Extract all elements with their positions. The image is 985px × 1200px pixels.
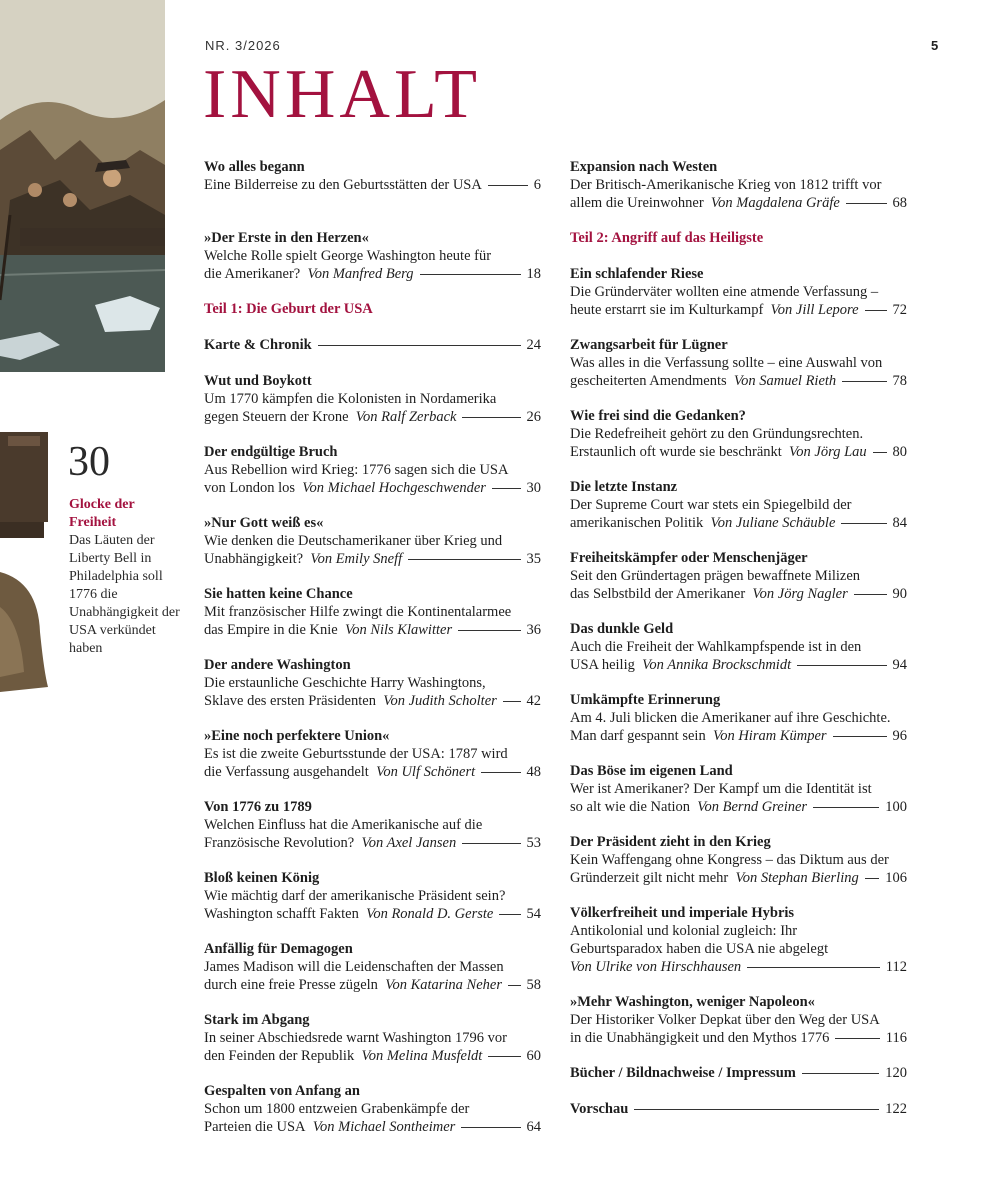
entry-page: 100 [885,799,907,815]
toc-entry[interactable] [204,514,541,585]
toc-entry[interactable] [570,265,907,336]
washington-crossing-painting [0,0,165,372]
toc-entry[interactable] [570,158,907,229]
entry-author: Von Stephan Bierling [735,870,859,886]
entry-author: Von Annika Brockschmidt [642,657,792,673]
toc-entry[interactable] [204,656,541,727]
entry-desc: den Feinden der Republik [204,1048,355,1064]
toc-entry[interactable] [204,336,541,372]
toc-entry[interactable] [570,904,907,993]
entry-desc: In seiner Abschiedsrede warnt Washington 1796 vor [204,1030,507,1046]
entry-title: Freiheitskämpfer oder Menschenjäger [570,550,808,566]
toc-entry[interactable] [570,549,907,620]
toc-left-column [204,158,541,1153]
toc-entry[interactable] [204,1082,541,1153]
toc-entry[interactable] [570,691,907,762]
toc-entry[interactable] [204,585,541,656]
entry-page: 18 [526,266,541,282]
entry-desc: James Madison will die Leidenschaften der Massen [204,959,504,975]
entry-desc: allem die Ureinwohner [570,195,704,211]
entry-desc: Schon um 1800 entzweien Grabenkämpfe der [204,1101,470,1117]
entry-desc: Am 4. Juli blicken die Amerikaner auf ihre Geschichte. [570,710,891,726]
entry-desc: heute erstarrt sie im Kulturkampf [570,302,764,318]
entry-title: Sie hatten keine Chance [204,586,353,602]
entry-title: »Nur Gott weiß es« [204,515,324,531]
entry-desc: Geburtsparadox haben die USA nie abgelegt [570,941,829,957]
entry-desc: Die erstaunliche Geschichte Harry Washingtons, [204,675,486,691]
toc-entry[interactable] [570,762,907,833]
entry-title: Umkämpfte Erinnerung [570,692,721,708]
toc-entry[interactable] [204,229,541,300]
entry-page: 90 [892,586,907,602]
entry-desc: Gründerzeit gilt nicht mehr [570,870,729,886]
entry-title: Wie frei sind die Gedanken? [570,408,746,424]
entry-page: 36 [526,622,541,638]
toc-entry[interactable] [570,478,907,549]
entry-author: Von Ulrike von Hirschhausen [570,959,742,975]
entry-desc: Kein Waffengang ohne Kongress – das Diktum aus der [570,852,889,868]
entry-desc: Welche Rolle spielt George Washington heute für [204,248,492,264]
issue-number: NR. 3/2026 [205,38,281,53]
toc-entry[interactable] [204,158,541,229]
entry-title: Die letzte Instanz [570,479,678,495]
entry-desc: Seit den Gründertagen prägen bewaffnete Milizen [570,568,861,584]
entry-author: Von Melina Musfeldt [361,1048,483,1064]
entry-author: Von Juliane Schäuble [710,515,836,531]
entry-author: Von Samuel Rieth [733,373,837,389]
entry-title: Der endgültige Bruch [204,444,338,460]
entry-page: 53 [526,835,541,851]
entry-title: Wut und Boykott [204,373,312,389]
entry-desc: Sklave des ersten Präsidenten [204,693,376,709]
entry-title: Wo alles begann [204,159,305,175]
entry-page: 94 [892,657,907,673]
entry-title: »Der Erste in den Herzen« [204,230,369,246]
toc-entry[interactable] [570,993,907,1064]
entry-page: 54 [526,906,541,922]
entry-author: Von Manfred Berg [307,266,414,282]
toc-entry[interactable] [204,727,541,798]
section-heading: Teil 1: Die Geburt der USA [204,301,373,317]
entry-desc: von London los [204,480,296,496]
toc-entry[interactable] [204,1011,541,1082]
entry-page: 6 [533,177,541,193]
entry-title: Völkerfreiheit und imperiale Hybris [570,905,795,921]
entry-author: Von Axel Jansen [361,835,457,851]
entry-title: Karte & Chronik [204,337,312,353]
entry-desc: gegen Steuern der Krone [204,409,349,425]
entry-author: Von Jörg Nagler [752,586,848,602]
entry-page: 96 [892,728,907,744]
entry-title: Zwangsarbeit für Lügner [570,337,728,353]
entry-desc: Antikolonial und kolonial zugleich: Ihr [570,923,798,939]
toc-entry[interactable] [204,869,541,940]
page-title: INHALT [203,56,482,133]
entry-desc: Um 1770 kämpfen die Kolonisten in Nordamerika [204,391,497,407]
entry-author: Von Hiram Kümper [712,728,827,744]
entry-desc: das Empire in die Knie [204,622,338,638]
entry-desc: Parteien die USA [204,1119,306,1135]
toc-entry[interactable] [204,798,541,869]
entry-author: Von Ronald D. Gerste [366,906,494,922]
entry-title: Anfällig für Demagogen [204,941,353,957]
entry-title: »Mehr Washington, weniger Napoleon« [570,994,815,1010]
entry-page: 35 [526,551,541,567]
entry-page: 64 [526,1119,541,1135]
entry-author: Von Magdalena Gräfe [710,195,840,211]
toc-entry[interactable] [570,1064,907,1100]
entry-page: 120 [885,1065,907,1081]
entry-desc: Was alles in die Verfassung sollte – eine Auswahl von [570,355,883,371]
entry-desc: Die Redefreiheit gehört zu den Gründungsrechten. [570,426,864,442]
entry-desc: Welchen Einfluss hat die Amerikanische auf die [204,817,483,833]
entry-desc: in die Unabhängigkeit und den Mythos 1776 [570,1030,830,1046]
entry-title: Gespalten von Anfang an [204,1083,360,1099]
entry-title: Stark im Abgang [204,1012,310,1028]
entry-desc: Wie denken die Deutschamerikaner über Krieg und [204,533,503,549]
entry-author: Von Jörg Lau [789,444,867,460]
entry-title: Vorschau [570,1101,629,1117]
entry-title: Der Präsident zieht in den Krieg [570,834,771,850]
entry-desc: Es ist die zweite Geburtsstunde der USA: 1787 wird [204,746,508,762]
entry-title: Ein schlafender Riese [570,266,704,282]
entry-author: Von Ulf Schönert [376,764,476,780]
entry-page: 48 [526,764,541,780]
toc-right-column [570,158,907,1136]
sidebar-title: Glocke der Freiheit [69,497,135,530]
entry-desc: Mit französischer Hilfe zwingt die Kontinentalarmee [204,604,512,620]
entry-desc: USA heilig [570,657,635,673]
sidebar-caption [69,496,181,658]
entry-page: 116 [885,1030,907,1046]
entry-desc: Man darf gespannt sein [570,728,706,744]
entry-author: Von Ralf Zerback [355,409,457,425]
entry-author: Von Bernd Greiner [697,799,808,815]
sidebar-text: Das Läuten der Liberty Bell in Philadelphia soll 1776 die Unabhängigkeit der USA verkündet haben [69,533,180,656]
entry-author: Von Katarina Neher [385,977,502,993]
section-heading: Teil 2: Angriff auf das Heiligste [570,230,764,246]
entry-page: 60 [526,1048,541,1064]
entry-page: 78 [892,373,907,389]
entry-title: Von 1776 zu 1789 [204,799,312,815]
toc-entry[interactable] [570,833,907,904]
entry-author: Von Emily Sneff [310,551,403,567]
entry-desc: Aus Rebellion wird Krieg: 1776 sagen sich die USA [204,462,509,478]
entry-page: 122 [885,1101,907,1117]
liberty-bell-image [0,432,48,692]
entry-desc: amerikanischen Politik [570,515,704,531]
entry-title: Expansion nach Westen [570,159,718,175]
entry-author: Von Nils Klawitter [344,622,453,638]
entry-desc: die Verfassung ausgehandelt [204,764,369,780]
entry-desc: Wie mächtig darf der amerikanische Präsident sein? [204,888,506,904]
entry-page: 58 [526,977,541,993]
toc-entry[interactable] [570,407,907,478]
toc-entry[interactable] [204,940,541,1011]
toc-entry[interactable] [204,372,541,443]
entry-desc: Französische Revolution? [204,835,355,851]
entry-page: 80 [892,444,907,460]
entry-page: 42 [526,693,541,709]
entry-author: Von Jill Lepore [770,302,859,318]
entry-title: Das Böse im eigenen Land [570,763,733,779]
toc-entry[interactable] [570,620,907,691]
entry-desc: Auch die Freiheit der Wahlkampfspende ist in den [570,639,862,655]
entry-page: 106 [885,870,907,886]
toc-entry[interactable] [204,443,541,514]
entry-title: »Eine noch perfektere Union« [204,728,390,744]
entry-desc: Der Britisch-Amerikanische Krieg von 1812 trifft vor [570,177,882,193]
toc-entry[interactable] [570,336,907,407]
entry-title: Bücher / Bildnachweise / Impressum [570,1065,796,1081]
entry-page: 26 [526,409,541,425]
entry-desc: die Amerikaner? [204,266,301,282]
entry-desc: so alt wie die Nation [570,799,691,815]
entry-page: 112 [885,959,907,975]
page-number: 5 [931,38,939,53]
entry-author: Von Michael Hochgeschwender [302,480,486,496]
entry-desc: Erstaunlich oft wurde sie beschränkt [570,444,782,460]
entry-page: 84 [892,515,907,531]
entry-page: 30 [526,480,541,496]
entry-desc: Die Gründerväter wollten eine atmende Verfassung – [570,284,879,300]
entry-desc: Der Supreme Court war stets ein Spiegelbild der [570,497,852,513]
entry-desc: durch eine freie Presse zügeln [204,977,378,993]
entry-desc: Unabhängigkeit? [204,551,304,567]
entry-author: Von Judith Scholter [383,693,497,709]
entry-desc: Washington schafft Fakten [204,906,359,922]
entry-title: Der andere Washington [204,657,351,673]
entry-page: 24 [526,337,541,353]
entry-desc: Der Historiker Volker Depkat über den Weg der USA [570,1012,880,1028]
toc-entry[interactable] [570,1100,907,1136]
sidebar-page-number: 30 [68,439,110,485]
entry-page: 68 [892,195,907,211]
entry-author: Von Michael Sontheimer [312,1119,456,1135]
entry-desc: Wer ist Amerikaner? Der Kampf um die Identität ist [570,781,872,797]
entry-desc: Eine Bilderreise zu den Geburtsstätten der USA [204,177,482,193]
entry-title: Bloß keinen König [204,870,320,886]
entry-desc: gescheiterten Amendments [570,373,727,389]
entry-page: 72 [892,302,907,318]
entry-desc: das Selbstbild der Amerikaner [570,586,746,602]
entry-title: Das dunkle Geld [570,621,674,637]
